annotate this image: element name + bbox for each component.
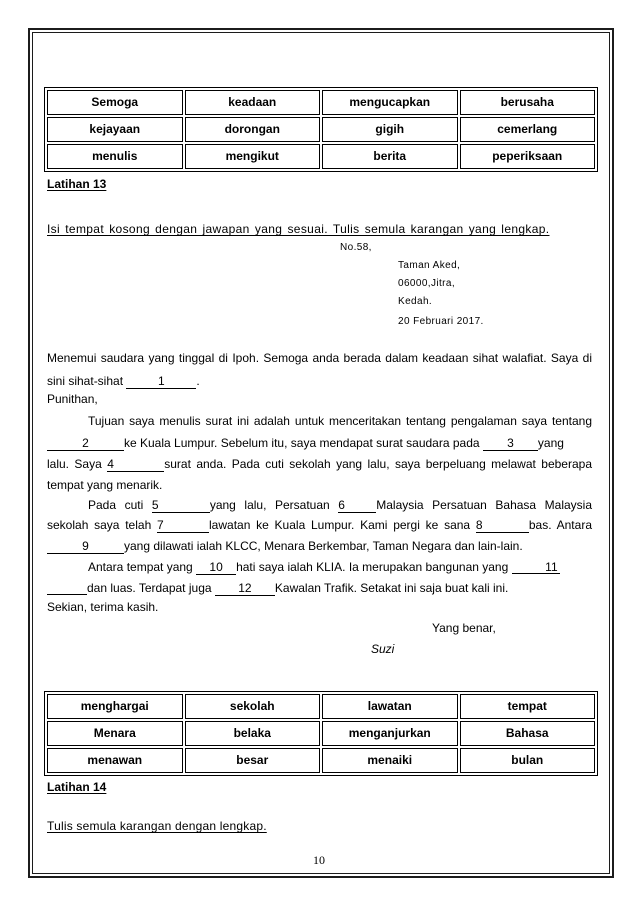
letter-line <box>47 517 592 533</box>
word-cell: tempat <box>507 699 547 713</box>
table-cell <box>185 721 321 746</box>
word-cell: Semoga <box>91 95 139 109</box>
table-cell <box>47 694 183 719</box>
table-cell <box>47 144 183 169</box>
word-cell: besar <box>236 753 269 767</box>
answer-blank-12: 12 <box>215 581 275 596</box>
table-row <box>47 694 595 719</box>
letter-text: Kawalan Trafik. Setakat ini saja buat kali ini. <box>274 581 509 595</box>
exercise-14-title: Latihan 14 <box>47 780 107 794</box>
letter-line <box>47 497 592 513</box>
word-cell: menawan <box>87 753 143 767</box>
word-cell: menganjurkan <box>348 726 431 740</box>
word-cell: keadaan <box>228 95 277 109</box>
word-bank-table-2 <box>44 691 598 776</box>
word-cell: Bahasa <box>505 726 549 740</box>
word-cell: menaiki <box>367 753 413 767</box>
word-bank-table-1 <box>44 87 598 172</box>
address-street: Taman Aked, <box>398 260 461 271</box>
letter-line <box>47 538 592 554</box>
word-cell: Menara <box>93 726 136 740</box>
letter-line <box>47 373 592 389</box>
table-cell <box>47 748 183 773</box>
letter-text: hati saya ialah KLIA. Ia merupakan bangunan yang <box>236 560 509 574</box>
exercise-14-instruction: Tulis semula karangan dengan lengkap. <box>47 819 267 833</box>
letter-text: dan luas. Terdapat juga <box>87 581 212 595</box>
address-house: No.58, <box>340 242 372 253</box>
table-cell <box>47 90 183 115</box>
word-cell: bulan <box>511 753 544 767</box>
table-row <box>47 144 595 169</box>
letter-text: Malaysia Persatuan Bahasa Malaysia <box>376 498 592 512</box>
letter-sign-off: Yang benar, <box>432 621 496 635</box>
letter-text: yang dilawati ialah KLCC, Menara Berkembar, Taman Negara dan lain-lain. <box>124 539 523 553</box>
letter-line <box>47 477 592 493</box>
table-row <box>47 721 595 746</box>
answer-blank-7: 7 <box>157 518 209 533</box>
letter-text: Tujuan saya menulis surat ini adalah untuk menceritakan tentang pengalaman saya tentang <box>88 414 592 428</box>
word-cell: berita <box>373 149 407 163</box>
letter-text: lalu. Saya <box>47 457 102 471</box>
word-cell: belaka <box>233 726 271 740</box>
answer-blank-4: 4 <box>107 457 164 472</box>
letter-line <box>47 350 592 366</box>
answer-blank-5: 5 <box>152 498 210 513</box>
table-cell <box>185 117 321 142</box>
letter-text: sekolah saya telah <box>47 518 152 532</box>
letter-text: sini sihat-sihat <box>47 374 124 388</box>
letter-salutation: Punithan, <box>47 392 98 406</box>
letter-closing: Sekian, terima kasih. <box>47 600 159 614</box>
word-cell: mengucapkan <box>349 95 431 109</box>
table-row <box>47 90 595 115</box>
letter-text: tempat yang menarik. <box>47 478 163 492</box>
table-cell <box>460 117 596 142</box>
word-cell: berusaha <box>500 95 554 109</box>
letter-text: Menemui saudara yang tinggal di Ipoh. Semoga anda berada dalam keadaan sihat walafiat. Saya di <box>47 351 592 365</box>
letter-text: . <box>196 374 200 388</box>
table-cell <box>322 721 458 746</box>
address-state: Kedah. <box>398 296 433 307</box>
exercise-13-instruction: Isi tempat kosong dengan jawapan yang sesuai. Tulis semula karangan yang lengkap. <box>47 222 550 236</box>
letter-line <box>47 391 592 407</box>
table-cell <box>322 748 458 773</box>
table-cell <box>460 748 596 773</box>
table-cell <box>185 694 321 719</box>
answer-blank-3: 3 <box>483 436 538 451</box>
word-cell: lawatan <box>367 699 412 713</box>
table-cell <box>47 117 183 142</box>
table-row <box>47 117 595 142</box>
answer-blank-8: 8 <box>476 518 529 533</box>
word-cell: cemerlang <box>497 122 558 136</box>
answer-blank-9: 9 <box>47 539 124 554</box>
letter-line <box>47 435 592 451</box>
letter-text: Antara tempat yang <box>88 560 193 574</box>
table-cell <box>460 721 596 746</box>
answer-blank-1: 1 <box>126 374 196 389</box>
letter-text: ke Kuala Lumpur. Sebelum itu, saya mendapat surat saudara pada <box>124 436 480 450</box>
table-cell <box>322 90 458 115</box>
table-cell <box>460 144 596 169</box>
table-cell <box>322 694 458 719</box>
letter-text: yang lalu, Persatuan <box>209 498 330 512</box>
answer-blank-10: 10 <box>196 560 236 575</box>
table-cell <box>185 748 321 773</box>
table-cell <box>47 721 183 746</box>
letter-signature: Suzi <box>371 642 395 656</box>
table-cell <box>185 144 321 169</box>
letter-text: surat anda. Pada cuti sekolah yang lalu, saya berpeluang melawat beberapa <box>164 457 592 471</box>
table-cell <box>460 90 596 115</box>
letter-line <box>47 580 592 596</box>
table-cell <box>185 90 321 115</box>
letter-line <box>47 559 592 575</box>
letter-text: Pada cuti <box>88 498 144 512</box>
letter-text: bas. Antara <box>528 518 592 532</box>
word-cell: mengikut <box>225 149 279 163</box>
letter-text: yang <box>537 436 564 450</box>
letter-line <box>47 456 592 472</box>
word-cell: sekolah <box>229 699 275 713</box>
table-cell <box>322 117 458 142</box>
answer-blank-6: 6 <box>338 498 376 513</box>
letter-line <box>47 413 592 429</box>
answer-blank-11: 11 <box>512 560 560 574</box>
answer-blank-2: 2 <box>47 436 124 451</box>
table-cell <box>322 144 458 169</box>
word-cell: dorongan <box>224 122 280 136</box>
word-cell: kejayaan <box>89 122 141 136</box>
word-cell: peperiksaan <box>492 149 563 163</box>
exercise-13-title: Latihan 13 <box>47 177 107 191</box>
address-postcode-city: 06000,Jitra, <box>398 278 456 289</box>
letter-text: lawatan ke Kuala Lumpur. Kami pergi ke sana <box>209 518 471 532</box>
word-cell: menulis <box>92 149 138 163</box>
table-row <box>47 748 595 773</box>
letter-date: 20 Februari 2017. <box>398 316 484 327</box>
table-cell <box>460 694 596 719</box>
word-cell: menghargai <box>80 699 149 713</box>
answer-blank-11-continued <box>47 580 87 595</box>
page-number: 10 <box>313 853 325 867</box>
word-cell: gigih <box>375 122 405 136</box>
